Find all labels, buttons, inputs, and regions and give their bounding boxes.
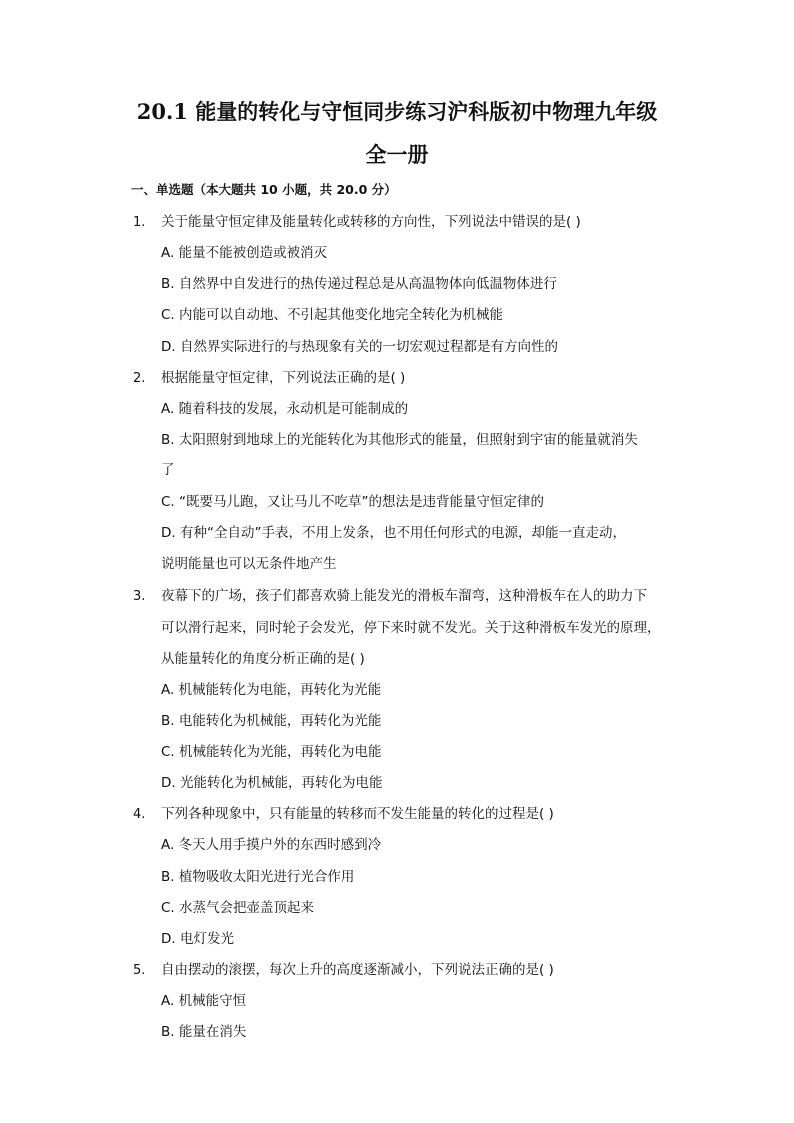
page-title-line-1: 20.1 能量的转化与守恒同步练习沪科版初中物理九年级 <box>136 99 658 124</box>
question-4-number: 4. <box>133 807 146 822</box>
question-1-number: 1. <box>133 215 146 230</box>
question-2-option-d: D. 有种“全自动”手表，不用上发条，也不用任何形式的电源，却能一直走动， <box>161 525 626 541</box>
question-4-option-d: D. 电灯发光 <box>161 931 234 947</box>
question-3-option-c: C. 机械能转化为光能，再转化为电能 <box>161 744 382 760</box>
question-4-option-c: C. 水蒸气会把壶盖顶起来 <box>161 900 315 916</box>
question-3-stem-line-1: 夜幕下的广场，孩子们都喜欢骑上能发光的滑板车溜弯，这种滑板车在人的助力下 <box>161 588 647 604</box>
question-4-option-b: B. 植物吸收太阳光进行光合作用 <box>161 869 355 885</box>
question-5-stem: 自由摆动的滚摆，每次上升的高度逐渐减小，下列说法正确的是( ) <box>161 962 554 978</box>
question-1-option-c: C. 内能可以自动地、不引起其他变化地完全转化为机械能 <box>161 307 504 323</box>
question-3-option-d: D. 光能转化为机械能，再转化为电能 <box>161 775 383 791</box>
question-5-option-b: B. 能量在消失 <box>161 1024 247 1040</box>
question-2-stem: 根据能量守恒定律，下列说法正确的是( ) <box>161 370 406 386</box>
question-2-option-d-cont: 说明能量也可以无条件地产生 <box>161 556 337 572</box>
question-3-stem-line-3: 从能量转化的角度分析正确的是( ) <box>161 651 365 667</box>
question-5-option-a: A. 机械能守恒 <box>161 993 247 1009</box>
question-2-number: 2. <box>133 371 146 386</box>
question-2-option-c: C. “既要马儿跑，又让马儿不吃草”的想法是违背能量守恒定律的 <box>161 494 545 510</box>
question-1-option-d: D. 自然界实际进行的与热现象有关的一切宏观过程都是有方向性的 <box>161 339 558 355</box>
question-3-stem-line-2: 可以滑行起来，同时轮子会发光，停下来时就不发光。关于这种滑板车发光的原理， <box>161 620 661 636</box>
page-title-line-2: 全一册 <box>365 142 429 167</box>
section-heading: 一、单选题（本大题共 10 小题，共 20.0 分） <box>131 182 397 197</box>
question-4-option-a: A. 冬天人用手摸户外的东西时感到冷 <box>161 837 382 853</box>
question-2-option-b-cont: 了 <box>161 462 175 478</box>
question-2-option-b: B. 太阳照射到地球上的光能转化为其他形式的能量，但照射到宇宙的能量就消失 <box>161 432 638 448</box>
question-1-stem: 关于能量守恒定律及能量转化或转移的方向性，下列说法中错误的是( ) <box>161 214 581 230</box>
question-1-option-a: A. 能量不能被创造或被消灭 <box>161 245 328 261</box>
question-5-number: 5. <box>133 963 146 978</box>
question-2-option-a: A. 随着科技的发展，永动机是可能制成的 <box>161 401 409 417</box>
question-1-option-b: B. 自然界中自发进行的热传递过程总是从高温物体向低温物体进行 <box>161 276 557 292</box>
question-3-option-a: A. 机械能转化为电能，再转化为光能 <box>161 682 382 698</box>
question-4-stem: 下列各种现象中，只有能量的转移而不发生能量的转化的过程是( ) <box>161 806 554 822</box>
question-3-number: 3. <box>133 589 146 604</box>
question-3-option-b: B. 电能转化为机械能，再转化为光能 <box>161 713 382 729</box>
